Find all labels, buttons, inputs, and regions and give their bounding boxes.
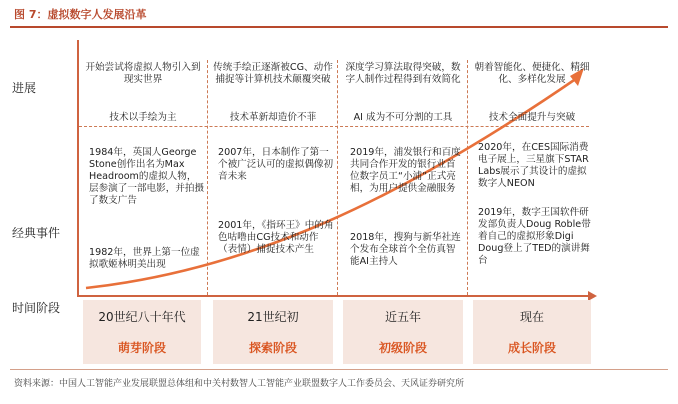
progress-text: 传统手绘正逐渐被CG、动作捕捉等计算机技术颠覆突破 [213, 62, 333, 85]
era-label: 现在 [519, 310, 544, 324]
source-note: 资料来源：中国人工智能产业发展联盟总体组和中关村数智人工智能产业联盟数字人工作委员会、天风证券研究所 [14, 379, 465, 389]
stage-box [343, 300, 463, 364]
technique-text: AI 成为不可分割的工具 [353, 112, 453, 123]
event-text: 2018年，搜狗与新华社连个发布全球首个全仿真智能AI主持人 [350, 232, 461, 267]
era-label: 20世纪八十年代 [98, 310, 186, 324]
stage-label: 初级阶段 [378, 341, 427, 355]
technique-text: 技术以手绘为主 [109, 112, 177, 123]
stage-label: 探索阶段 [248, 341, 297, 355]
stage-box [473, 300, 591, 364]
progress-text: 深度学习算法取得突破，数字人制作过程得到有效简化 [345, 62, 461, 85]
technique-text: 技术革新却造价不菲 [229, 112, 317, 123]
event-text: 2001年，《指环王》中的角色咕噜由CG技术和动作（表情）捕捉技术产生 [218, 220, 334, 255]
progress-text: 朝着智能化、便捷化、精细化、多样化发展 [474, 62, 590, 85]
event-text: 1982年，世界上第一位虚拟歌姬林明美出现 [89, 247, 200, 270]
figure-title: 图 7：虚拟数字人发展沿革 [14, 8, 147, 21]
stage-box [213, 300, 333, 364]
stage-label: 萌芽阶段 [117, 341, 166, 355]
era-label: 21世纪初 [247, 310, 299, 324]
event-text: 2019年，浦发银行和百度共同合作开发的银行业首位数字员工“小浦”正式亮相，为用户提供金融服务 [350, 147, 461, 194]
event-text: 2007年，日本制作了第一个被广泛认可的虚拟偶像初音未来 [218, 147, 334, 182]
row-label-period: 时间阶段 [12, 301, 61, 315]
technique-text: 技术全面提升与突破 [488, 112, 576, 123]
era-label: 近五年 [384, 310, 421, 324]
source-rule [10, 369, 668, 370]
event-text: 1984年，英国人George Stone创作出名为Max Headroom的虚拟人物，层参演了一部电影，并拍摄了数支广告 [89, 147, 205, 206]
stage-box [83, 300, 201, 364]
event-text: 2019年，数字王国软件研发部负责人Doug Roble带着自己的虚拟形象Digi Doug登上了TED的演讲舞台 [478, 207, 591, 266]
row-label-events: 经典事件 [12, 226, 61, 240]
event-text: 2020年，在CES国际消费电子展上，三星旗下STAR Labs展示了其设计的虚拟数字人NEON [478, 142, 589, 189]
row-label-progress: 进展 [12, 81, 37, 95]
progress-text: 开始尝试将虚拟人物引入到现实世界 [85, 62, 201, 85]
stage-label: 成长阶段 [507, 341, 556, 355]
